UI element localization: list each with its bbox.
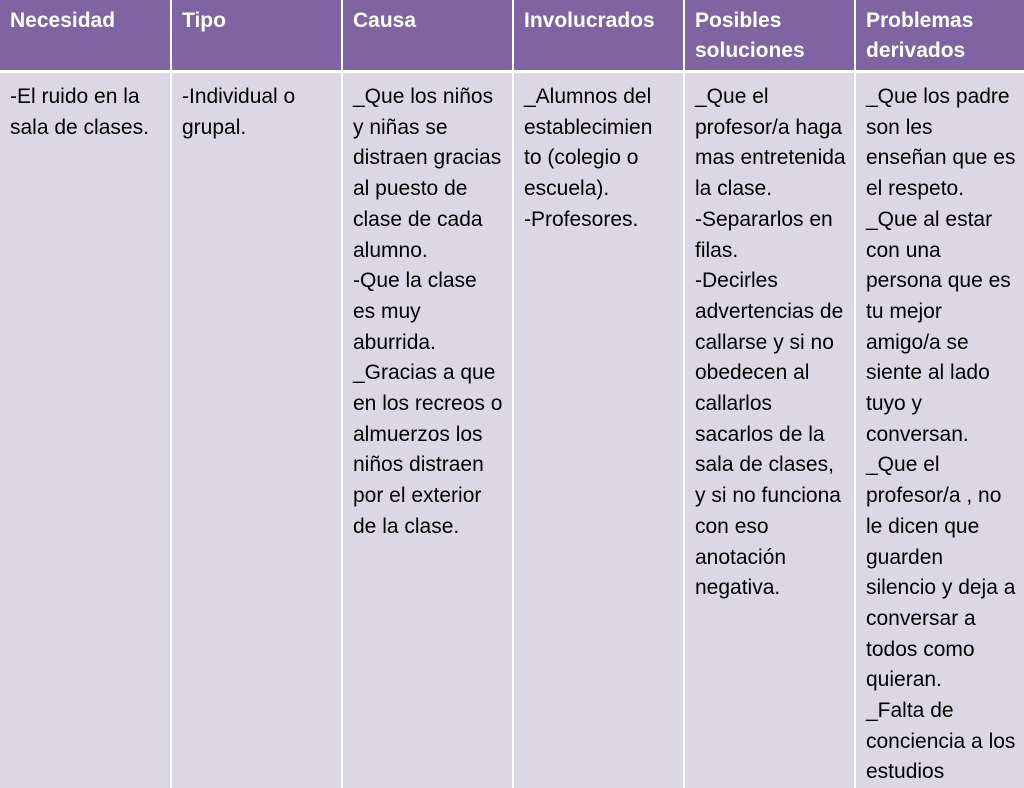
cell-problemas-derivados: _Que los padre son les enseñan que es el respeto. _Que al estar con una persona que es tu mejor amigo/a se siente al lado tuyo y conversan. _Que el profesor/a , no le dicen que guarden silencio y deja a conversar a todos como quieran. _Falta de conciencia a los estudios bbox=[855, 72, 1024, 788]
cell-posibles-soluciones: _Que el profesor/a haga mas entretenida la clase. -Separarlos en filas. -Decirles advertencias de callarse y si no obedecen al callarlos sacarlos de la sala de clases, y si no funciona con eso anotación negativa. bbox=[684, 72, 855, 788]
cell-tipo: -Individual o grupal. bbox=[171, 72, 342, 788]
cell-necesidad: -El ruido en la sala de clases. bbox=[0, 72, 171, 788]
header-problemas-derivados: Problemas derivados bbox=[855, 0, 1024, 72]
header-posibles-soluciones: Posibles soluciones bbox=[684, 0, 855, 72]
header-necesidad: Necesidad bbox=[0, 0, 171, 72]
cell-causa: _Que los niños y niñas se distraen gracias al puesto de clase de cada alumno. -Que la clase es muy aburrida. _Gracias a que en los recreos o almuerzos los niños distraen por el exterior de la clase. bbox=[342, 72, 513, 788]
header-involucrados: Involucrados bbox=[513, 0, 684, 72]
table-row bbox=[0, 72, 1024, 788]
header-causa: Causa bbox=[342, 0, 513, 72]
cell-involucrados: _Alumnos del establecimien to (colegio o escuela). -Profesores. bbox=[513, 72, 684, 788]
header-tipo: Tipo bbox=[171, 0, 342, 72]
table-header-row bbox=[0, 0, 1024, 72]
